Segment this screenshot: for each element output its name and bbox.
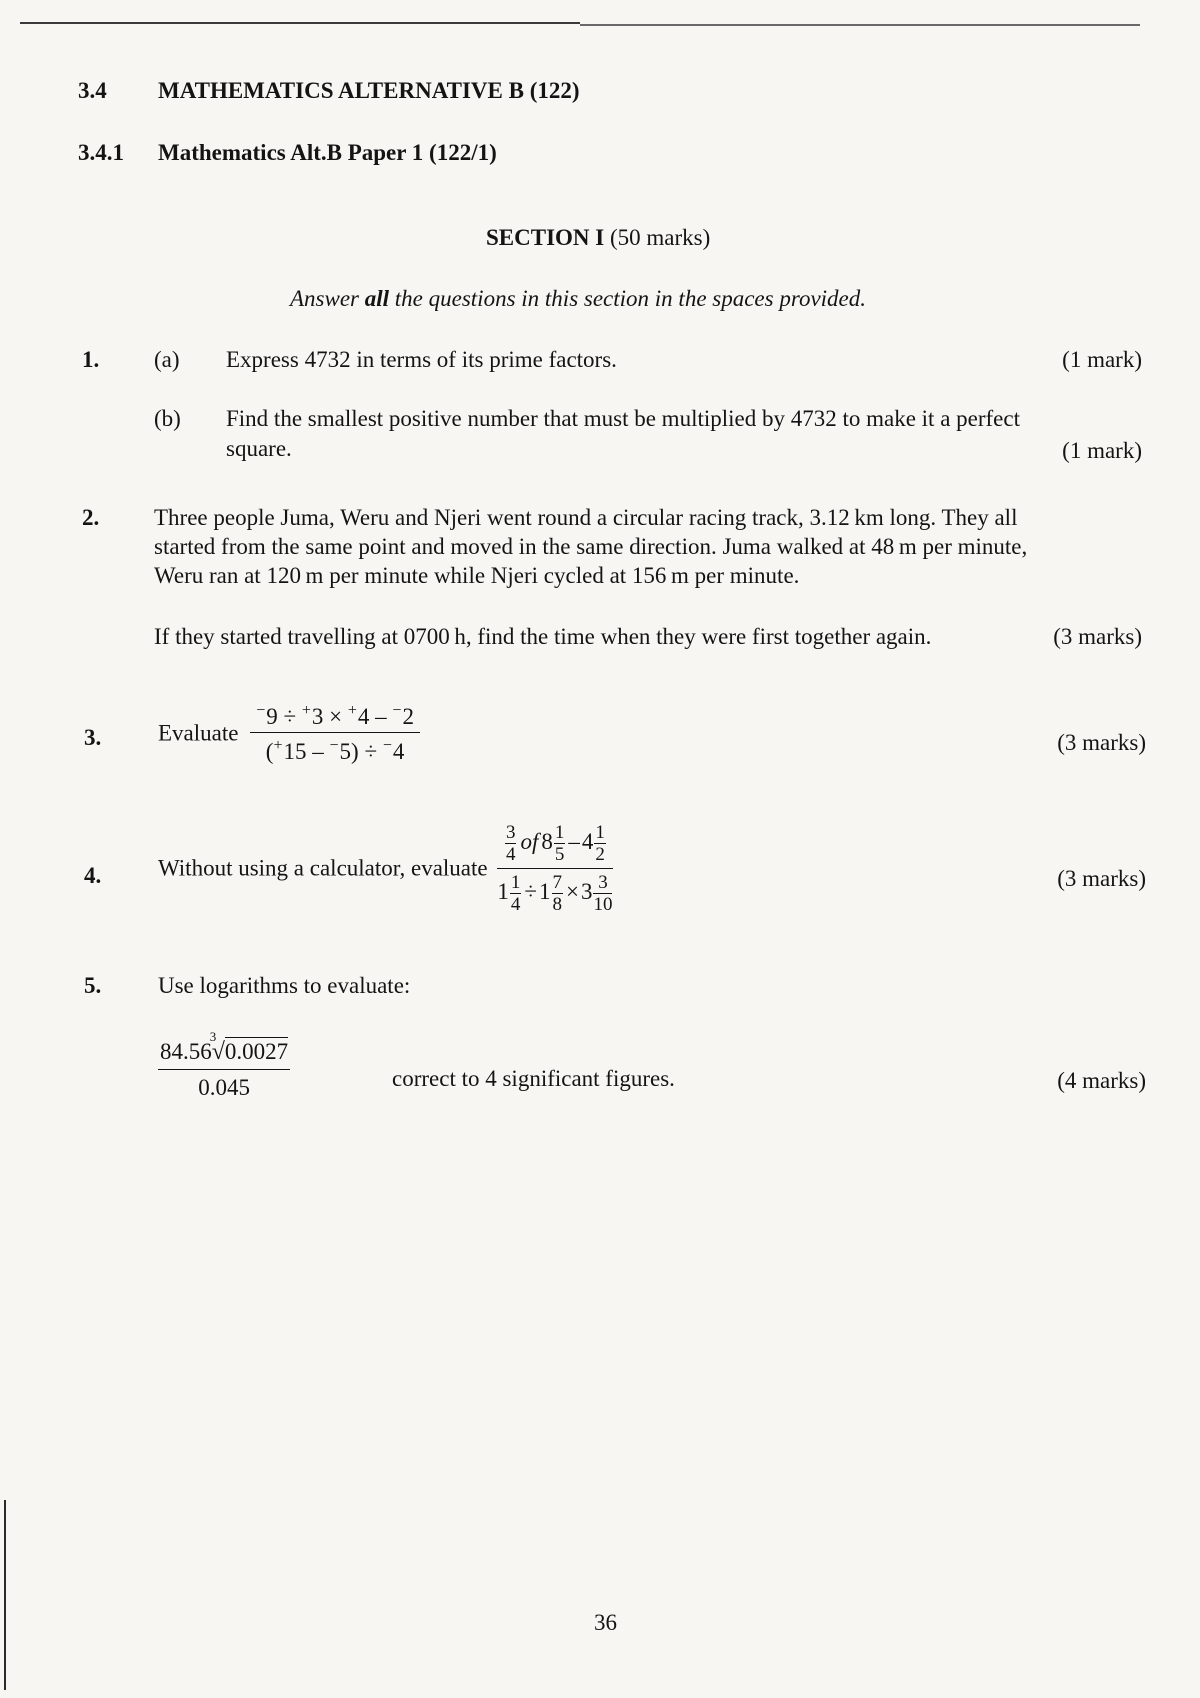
term: 4 <box>392 739 405 765</box>
page-number: 36 <box>594 1610 617 1635</box>
sign: + <box>301 702 311 719</box>
question-4-marks: (3 marks) <box>1057 866 1146 891</box>
fraction <box>510 873 522 914</box>
question-5-fraction <box>158 1029 290 1101</box>
question-2-marks: (3 marks) <box>1053 624 1142 649</box>
question-5-number: 5. <box>84 973 102 998</box>
instruction-emphasis: all <box>364 286 390 311</box>
section-number: 3.4 <box>78 78 107 103</box>
question-3-prompt <box>158 703 420 764</box>
fraction <box>554 823 566 864</box>
operator: – <box>568 828 580 854</box>
sign: − <box>382 737 392 755</box>
question-4-text: Without using a calculator, evaluate <box>158 855 488 881</box>
instruction-post: the questions in this section in the spaces provided. <box>389 286 867 311</box>
fraction-denominator: 8 <box>552 894 562 915</box>
question-3-numerator <box>250 703 420 733</box>
question-1b-line2: square. <box>226 436 292 461</box>
fraction-numerator: 3 <box>593 873 612 894</box>
fraction-denominator: 4 <box>505 844 516 865</box>
question-3-text: Evaluate <box>158 720 239 746</box>
question-1a-label: (a) <box>154 347 180 372</box>
question-4-denominator <box>497 869 613 914</box>
question-1a-marks: (1 mark) <box>1062 347 1142 372</box>
section-heading <box>486 225 710 251</box>
top-rule-right <box>580 24 1140 26</box>
question-3-denominator <box>250 733 420 764</box>
term: 3 × <box>311 704 348 729</box>
question-4-prompt <box>158 823 613 914</box>
fraction-denominator: 2 <box>595 844 605 865</box>
fraction-numerator: 3 <box>505 822 516 843</box>
radical-sign: √ <box>211 1039 225 1065</box>
sign: − <box>256 702 266 719</box>
question-4-expression <box>497 823 613 914</box>
question-5-denominator: 0.045 <box>198 1075 250 1101</box>
sign: − <box>392 702 402 719</box>
section-heading-marks: (50 marks) <box>609 225 711 250</box>
question-4-number: 4. <box>84 863 102 888</box>
fraction-numerator: 1 <box>554 822 565 843</box>
root-index: 3 <box>209 1029 217 1044</box>
radicand: 0.0027 <box>224 1039 289 1064</box>
question-4-numerator <box>497 823 613 869</box>
cube-root <box>209 1029 289 1065</box>
whole-number: 1 <box>497 878 509 904</box>
operator: × <box>566 878 579 904</box>
fraction-numerator: 1 <box>595 822 605 843</box>
section-instruction <box>290 286 866 312</box>
question-2-line2: started from the same point and moved in the same direction. Juma walked at 48 m per minute, <box>154 534 1028 559</box>
question-3-marks: (3 marks) <box>1057 730 1146 755</box>
term: ( <box>265 739 274 765</box>
fraction-denominator: 4 <box>510 894 521 915</box>
question-2-number: 2. <box>82 505 100 530</box>
instruction-pre: Answer <box>290 286 365 311</box>
term: 15 – <box>283 739 330 765</box>
question-1b-line1: Find the smallest positive number that must be multiplied by 4732 to make it a perfect <box>226 406 1020 431</box>
of-word: of <box>520 828 539 854</box>
coefficient: 84.56 <box>160 1039 212 1064</box>
term: 9 ÷ <box>266 704 302 729</box>
whole-number: 4 <box>581 828 594 854</box>
question-1a-text: Express 4732 in terms of its prime factors. <box>226 347 617 372</box>
question-1b-marks: (1 mark) <box>1062 438 1142 463</box>
fraction-denominator: 10 <box>593 894 613 915</box>
question-3-expression <box>250 703 420 764</box>
subsection-title: Mathematics Alt.B Paper 1 (122/1) <box>158 140 497 165</box>
sign: + <box>273 737 283 755</box>
sign: + <box>347 702 357 719</box>
whole-number: 3 <box>580 878 593 904</box>
question-5-suffix: correct to 4 significant figures. <box>392 1066 675 1091</box>
question-5-numerator <box>158 1029 290 1070</box>
fraction-numerator: 7 <box>552 872 562 893</box>
fraction <box>594 823 606 864</box>
whole-number: 1 <box>539 878 551 904</box>
fraction-numerator: 1 <box>510 872 521 893</box>
term: 4 – <box>357 704 393 729</box>
question-1b-label: (b) <box>154 406 181 431</box>
fraction <box>552 873 564 914</box>
binding-edge <box>4 1500 6 1690</box>
subsection-number: 3.4.1 <box>78 140 124 165</box>
question-2-line1: Three people Juma, Weru and Njeri went round a circular racing track, 3.12 km long. They all <box>154 505 1018 530</box>
top-rule-left <box>20 22 580 24</box>
fraction <box>505 823 517 864</box>
section-heading-label: SECTION I <box>486 225 605 250</box>
fraction-denominator: 5 <box>554 844 565 865</box>
term: 2 <box>402 704 414 729</box>
question-3-number: 3. <box>84 725 102 750</box>
operator: ÷ <box>524 878 537 904</box>
term: 5) ÷ <box>339 739 383 765</box>
fraction <box>593 873 612 914</box>
question-5-expression <box>158 1029 290 1101</box>
section-title: MATHEMATICS ALTERNATIVE B (122) <box>158 78 580 103</box>
question-2-line4: If they started travelling at 0700 h, find the time when they were first together again. <box>154 624 932 649</box>
sign: − <box>329 737 339 755</box>
whole-number: 8 <box>541 828 553 854</box>
question-5-marks: (4 marks) <box>1057 1068 1146 1093</box>
question-1-number: 1. <box>82 347 100 372</box>
question-5-text: Use logarithms to evaluate: <box>158 973 411 998</box>
question-2-line3: Weru ran at 120 m per minute while Njeri cycled at 156 m per minute. <box>154 563 800 588</box>
